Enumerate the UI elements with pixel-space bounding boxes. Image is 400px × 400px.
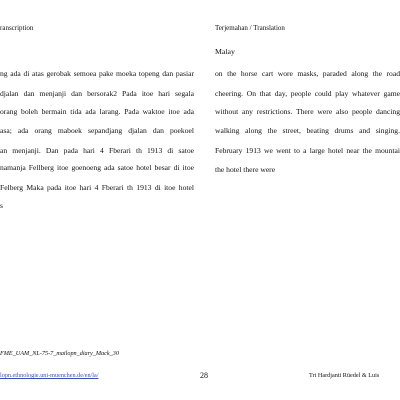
right-column-header: Terjemahan / Translation (215, 24, 285, 32)
translation-line: February 1913 we went to a large hotel near the mountai (215, 146, 400, 155)
transcription-line: an menjanji. Dan pada hari 4 Fberari th 1913 di satoe (0, 146, 194, 155)
transcription-line: djalan dan menjanji dan bersorak2 Pada itoe hari segala (0, 89, 194, 98)
transcription-line: asa; ada orang maboek sepandjang djalan dan poekoel (0, 126, 194, 135)
transcription-line: orang boleh bermain tida ada larang. Pada waktoe itoe ada (0, 107, 194, 116)
transcription-line: namanja Fellberg itoe goenoeng ada satoe hotel besar di itoe (0, 163, 194, 172)
page-number: 28 (200, 371, 208, 380)
language-label: Malay (215, 47, 235, 56)
translation-line: without any restrictions. There were also people dancing (215, 107, 400, 116)
transcription-line: Felberg Maka pada itoe hari 4 Fberari th 1913 di itoe hotel (0, 183, 194, 192)
translation-line: the hotel there were (215, 165, 276, 174)
translation-line: on the horse cart wore masks, paraded along the road (215, 69, 400, 78)
translation-line: cheering. On that day, people could play whatever game (215, 89, 400, 98)
transcription-line: ng ada di atas gerobak semoea pake moeka topeng dan pasiar (0, 69, 194, 78)
transcription-line: s (0, 201, 3, 210)
source-link[interactable]: lopn.ethnologie.uni-muenchen.de/en/la/ (0, 372, 99, 379)
left-column-header: ranscription (0, 24, 34, 32)
credit-line: Tri Hardjanti Rüedel & Luis (309, 372, 380, 379)
translation-line: walking along the street, beating drums and singing. (215, 126, 400, 135)
archive-reference: FME_UAM_NL-75-7_mailopn_diary_Mack_30 (0, 350, 119, 357)
